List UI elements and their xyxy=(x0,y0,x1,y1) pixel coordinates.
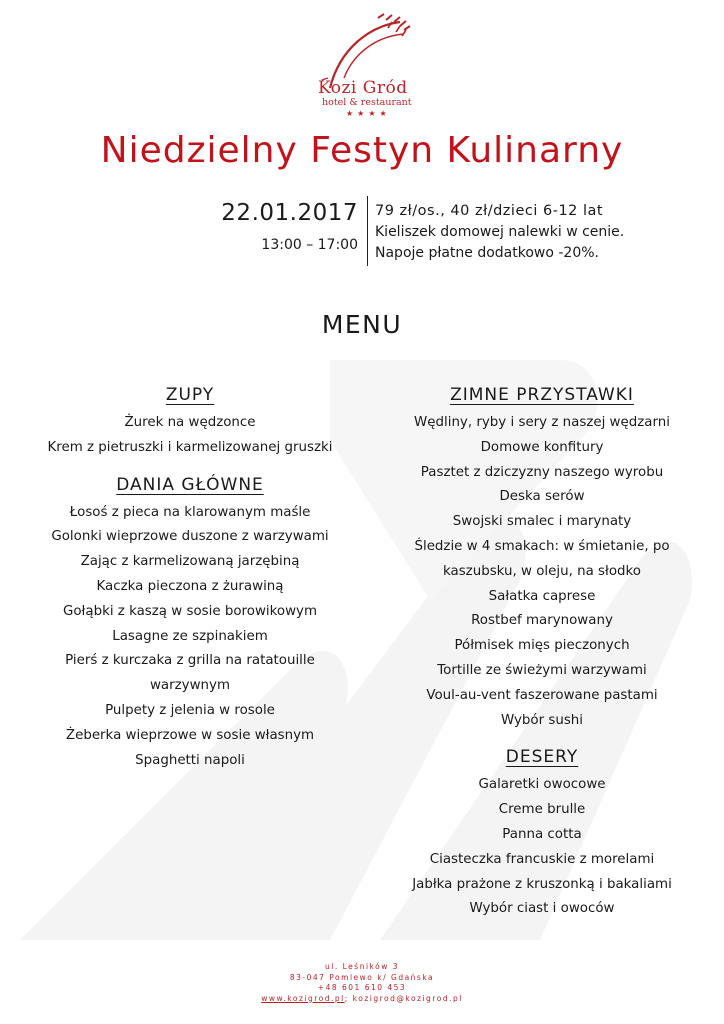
footer-address: ul. Leśników 3 xyxy=(325,962,399,971)
section-title: ZIMNE PRZYSTAWKI xyxy=(450,385,634,405)
section-title: ZUPY xyxy=(165,385,215,405)
menu-item: Półmisek mięs pieczonych xyxy=(454,638,630,654)
footer-separator: ; xyxy=(344,993,353,1003)
menu-column-left xyxy=(40,383,340,785)
menu-item: Creme brulle xyxy=(498,802,586,818)
event-date: 22.01.2017 xyxy=(221,200,358,226)
menu-item: Deska serów xyxy=(499,489,585,505)
menu-item: Panna cotta xyxy=(502,826,582,842)
price-info: 79 zł/os., 40 zł/dzieci 6-12 lat xyxy=(375,203,604,219)
menu-item: Rostbef marynowany xyxy=(471,613,613,629)
section-title: DANIA GŁÓWNE xyxy=(116,474,264,495)
menu-item: warzywnym xyxy=(149,678,231,694)
section-dania-glowne xyxy=(40,473,340,774)
logo-stars: ★★★★ xyxy=(346,109,391,118)
logo-name: Kozi Gród xyxy=(318,78,408,98)
menu-item: Łosoś z pieca na klarowanym maśle xyxy=(69,504,311,520)
menu-item: Zając z karmelizowaną jarzębiną xyxy=(80,554,300,570)
footer-contact xyxy=(0,994,724,1005)
section-zimne-przystawki xyxy=(392,383,692,733)
menu-item: Wybór ciast i owoców xyxy=(469,901,615,917)
menu-item: Ciasteczka francuskie z morelami xyxy=(429,851,655,867)
divider-line xyxy=(367,196,368,266)
section-zupy xyxy=(40,383,340,461)
menu-item: Golonki wieprzowe duszone z warzywami xyxy=(51,529,329,545)
beverage-info: Napoje płatne dodatkowo -20%. xyxy=(375,245,599,261)
event-time: 13:00 – 17:00 xyxy=(261,237,358,253)
menu-item: Wybór sushi xyxy=(500,712,584,728)
menu-item: Tortille ze świeżymi warzywami xyxy=(437,662,647,678)
footer-city: 83-047 Pomlewo k/ Gdańska xyxy=(289,972,435,982)
menu-item: Kaczka pieczona z żurawiną xyxy=(96,578,284,594)
section-title: DESERY xyxy=(505,747,579,768)
logo-subtitle: hotel & restaurant xyxy=(322,97,412,108)
menu-item: Śledzie w 4 smakach: w śmietanie, po xyxy=(414,538,670,554)
menu-item: Pasztet z dziczyzny naszego wyrobu xyxy=(420,464,664,480)
website-link[interactable]: www.kozigrod.pl xyxy=(261,993,345,1003)
menu-item: Sałatka caprese xyxy=(488,588,596,604)
menu-item: Lasagne ze szpinakiem xyxy=(112,628,268,644)
menu-column-right xyxy=(392,383,692,934)
email-link[interactable]: kozigrod@kozigrod.pl xyxy=(352,993,463,1003)
menu-item: Galaretki owocowe xyxy=(478,777,606,793)
menu-item: Krem z pietruszki i karmelizowanej gruszki xyxy=(47,439,333,455)
menu-item: Voul-au-vent faszerowane pastami xyxy=(426,687,658,703)
menu-heading: MENU xyxy=(321,310,403,339)
footer-phone: +48 601 610 453 xyxy=(317,983,407,992)
menu-item: kaszubsku, w oleju, na słodko xyxy=(442,563,641,579)
menu-item: Swojski smalec i marynaty xyxy=(452,514,632,530)
page-title: Niedzielny Festyn Kulinarny xyxy=(100,130,624,171)
menu-item: Spaghetti napoli xyxy=(135,752,245,768)
menu-item: Domowe konfitury xyxy=(480,439,604,455)
menu-item: Żurek na wędzonce xyxy=(124,415,256,430)
menu-item: Pulpety z jelenia w rosole xyxy=(105,702,275,718)
menu-item: Jabłka prażone z kruszonką i bakaliami xyxy=(412,876,672,892)
menu-item: Wędliny, ryby i sery z naszej wędzarni xyxy=(414,415,670,430)
menu-item: Żeberka wieprzowe w sosie własnym xyxy=(65,727,315,743)
footer xyxy=(0,962,724,1004)
menu-item: Gołąbki z kaszą w sosie borowikowym xyxy=(62,603,318,619)
event-info xyxy=(375,201,624,264)
drink-info: Kieliszek domowej nalewki w cenie. xyxy=(375,224,625,240)
menu-item: Pierś z kurczaka z grilla na ratatouille xyxy=(65,653,315,669)
section-desery xyxy=(392,745,692,922)
